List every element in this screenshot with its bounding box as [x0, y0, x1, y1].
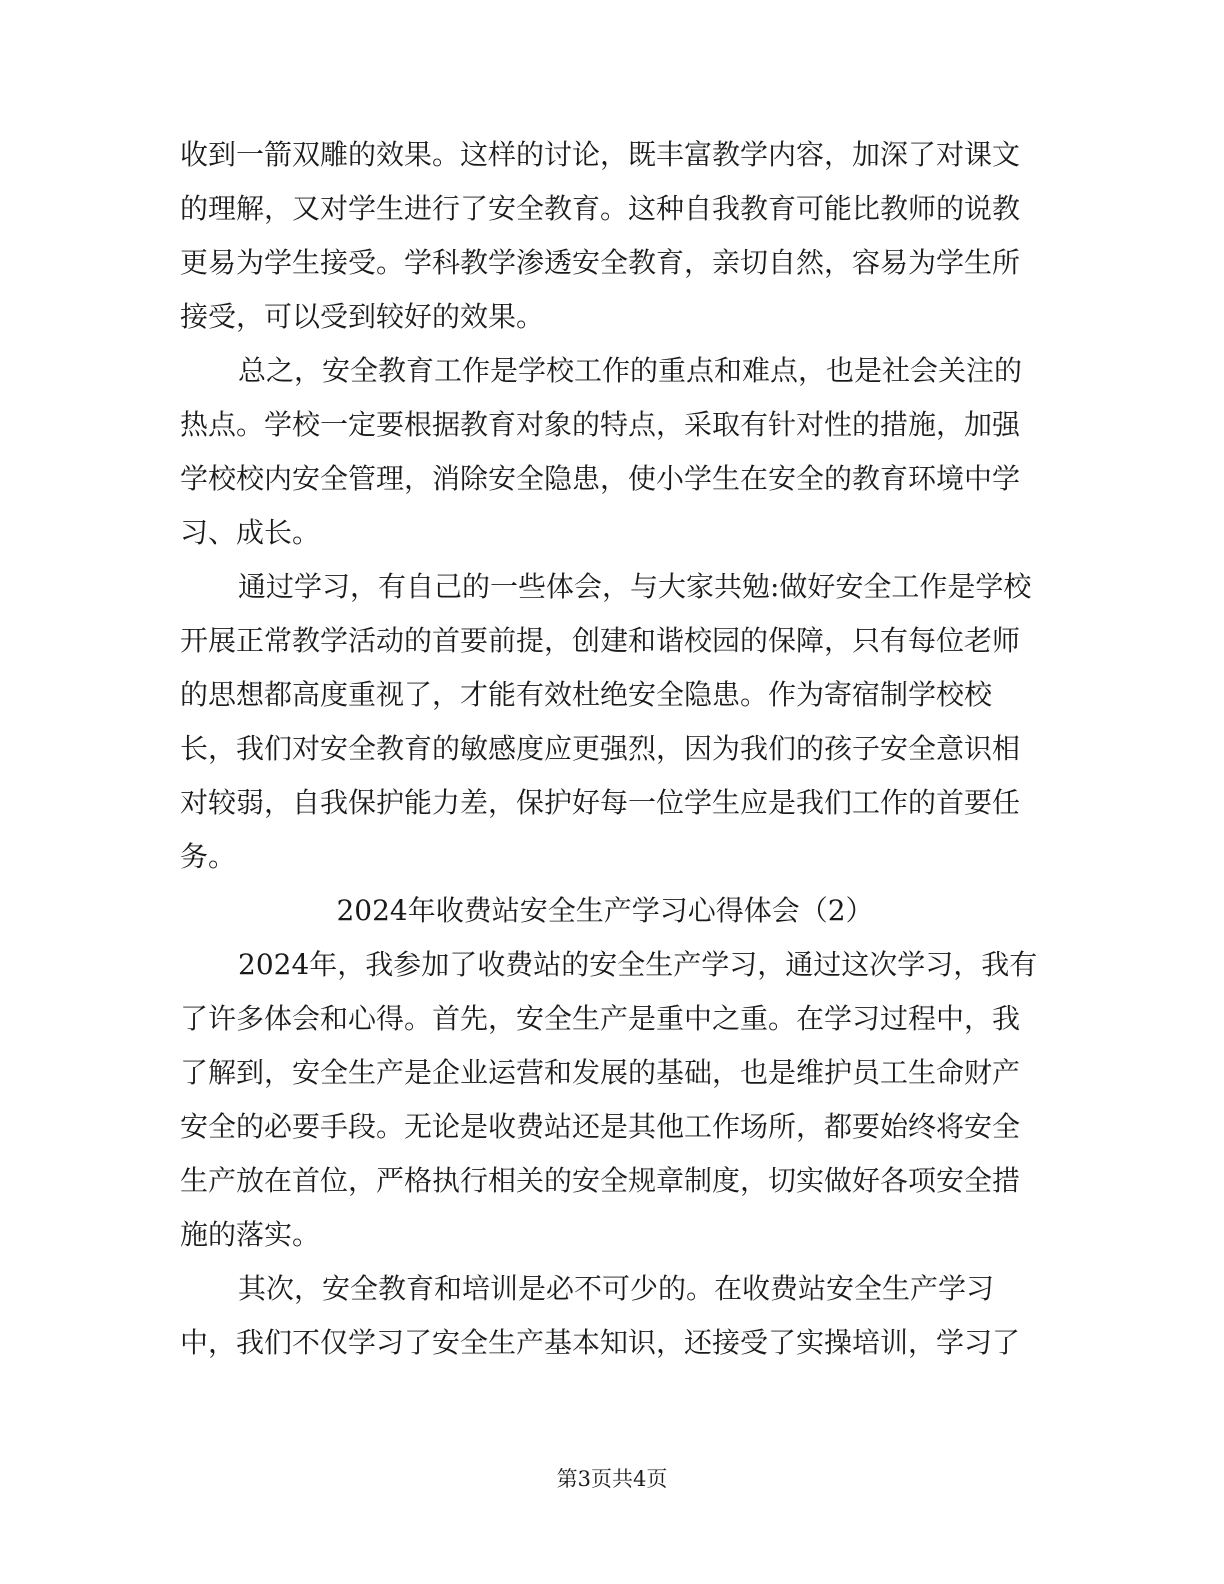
document-body [180, 128, 1038, 1370]
page-footer: 第3页共4页 [556, 1467, 668, 1491]
section-title: 2024年收费站安全生产学习心得体会（2） [336, 894, 874, 927]
text-line: 开展正常教学活动的首要前提，创建和谐校园的保障，只有每位老师 [180, 624, 1021, 657]
text-line: 通过学习，有自己的一些体会，与大家共勉:做好安全工作是学校 [238, 570, 1032, 603]
text-line: 接受，可以受到较好的效果。 [180, 300, 545, 333]
paragraph-4 [180, 938, 1038, 1262]
text-line: 长，我们对安全教育的敏感度应更强烈，因为我们的孩子安全意识相 [180, 732, 1021, 765]
text-line: 了解到，安全生产是企业运营和发展的基础，也是维护员工生命财产 [180, 1056, 1021, 1089]
text-line: 对较弱，自我保护能力差，保护好每一位学生应是我们工作的首要任 [180, 786, 1021, 819]
text-line: 收到一箭双雕的效果。这样的讨论，既丰富教学内容，加深了对课文 [180, 138, 1021, 171]
paragraph-3 [180, 560, 1030, 884]
text-line: 的思想都高度重视了，才能有效杜绝安全隐患。作为寄宿制学校校 [180, 678, 993, 711]
paragraph-1 [180, 128, 1030, 344]
text-line: 的理解，又对学生进行了安全教育。这种自我教育可能比教师的说教 [180, 192, 1021, 225]
text-line: 务。 [180, 840, 237, 873]
text-line: 安全的必要手段。无论是收费站还是其他工作场所，都要始终将安全 [180, 1110, 1021, 1143]
text-line: 2024年，我参加了收费站的安全生产学习，通过这次学习，我有 [238, 948, 1038, 981]
text-line: 学校校内安全管理，消除安全隐患，使小学生在安全的教育环境中学 [180, 462, 1021, 495]
text-line: 习、成长。 [180, 516, 321, 549]
paragraph-5 [180, 1262, 1030, 1370]
text-line: 更易为学生接受。学科教学渗透安全教育，亲切自然，容易为学生所 [180, 246, 1021, 279]
text-line: 了许多体会和心得。首先，安全生产是重中之重。在学习过程中，我 [180, 1002, 1021, 1035]
text-line: 热点。学校一定要根据教育对象的特点，采取有针对性的措施，加强 [180, 408, 1021, 441]
paragraph-2 [180, 344, 1030, 560]
text-line: 生产放在首位，严格执行相关的安全规章制度，切实做好各项安全措 [180, 1164, 1021, 1197]
text-line: 其次，安全教育和培训是必不可少的。在收费站安全生产学习 [238, 1272, 995, 1305]
text-line: 中，我们不仅学习了安全生产基本知识，还接受了实操培训，学习了 [180, 1326, 1021, 1359]
text-line: 总之，安全教育工作是学校工作的重点和难点，也是社会关注的 [238, 354, 1023, 387]
text-line: 施的落实。 [180, 1218, 321, 1251]
